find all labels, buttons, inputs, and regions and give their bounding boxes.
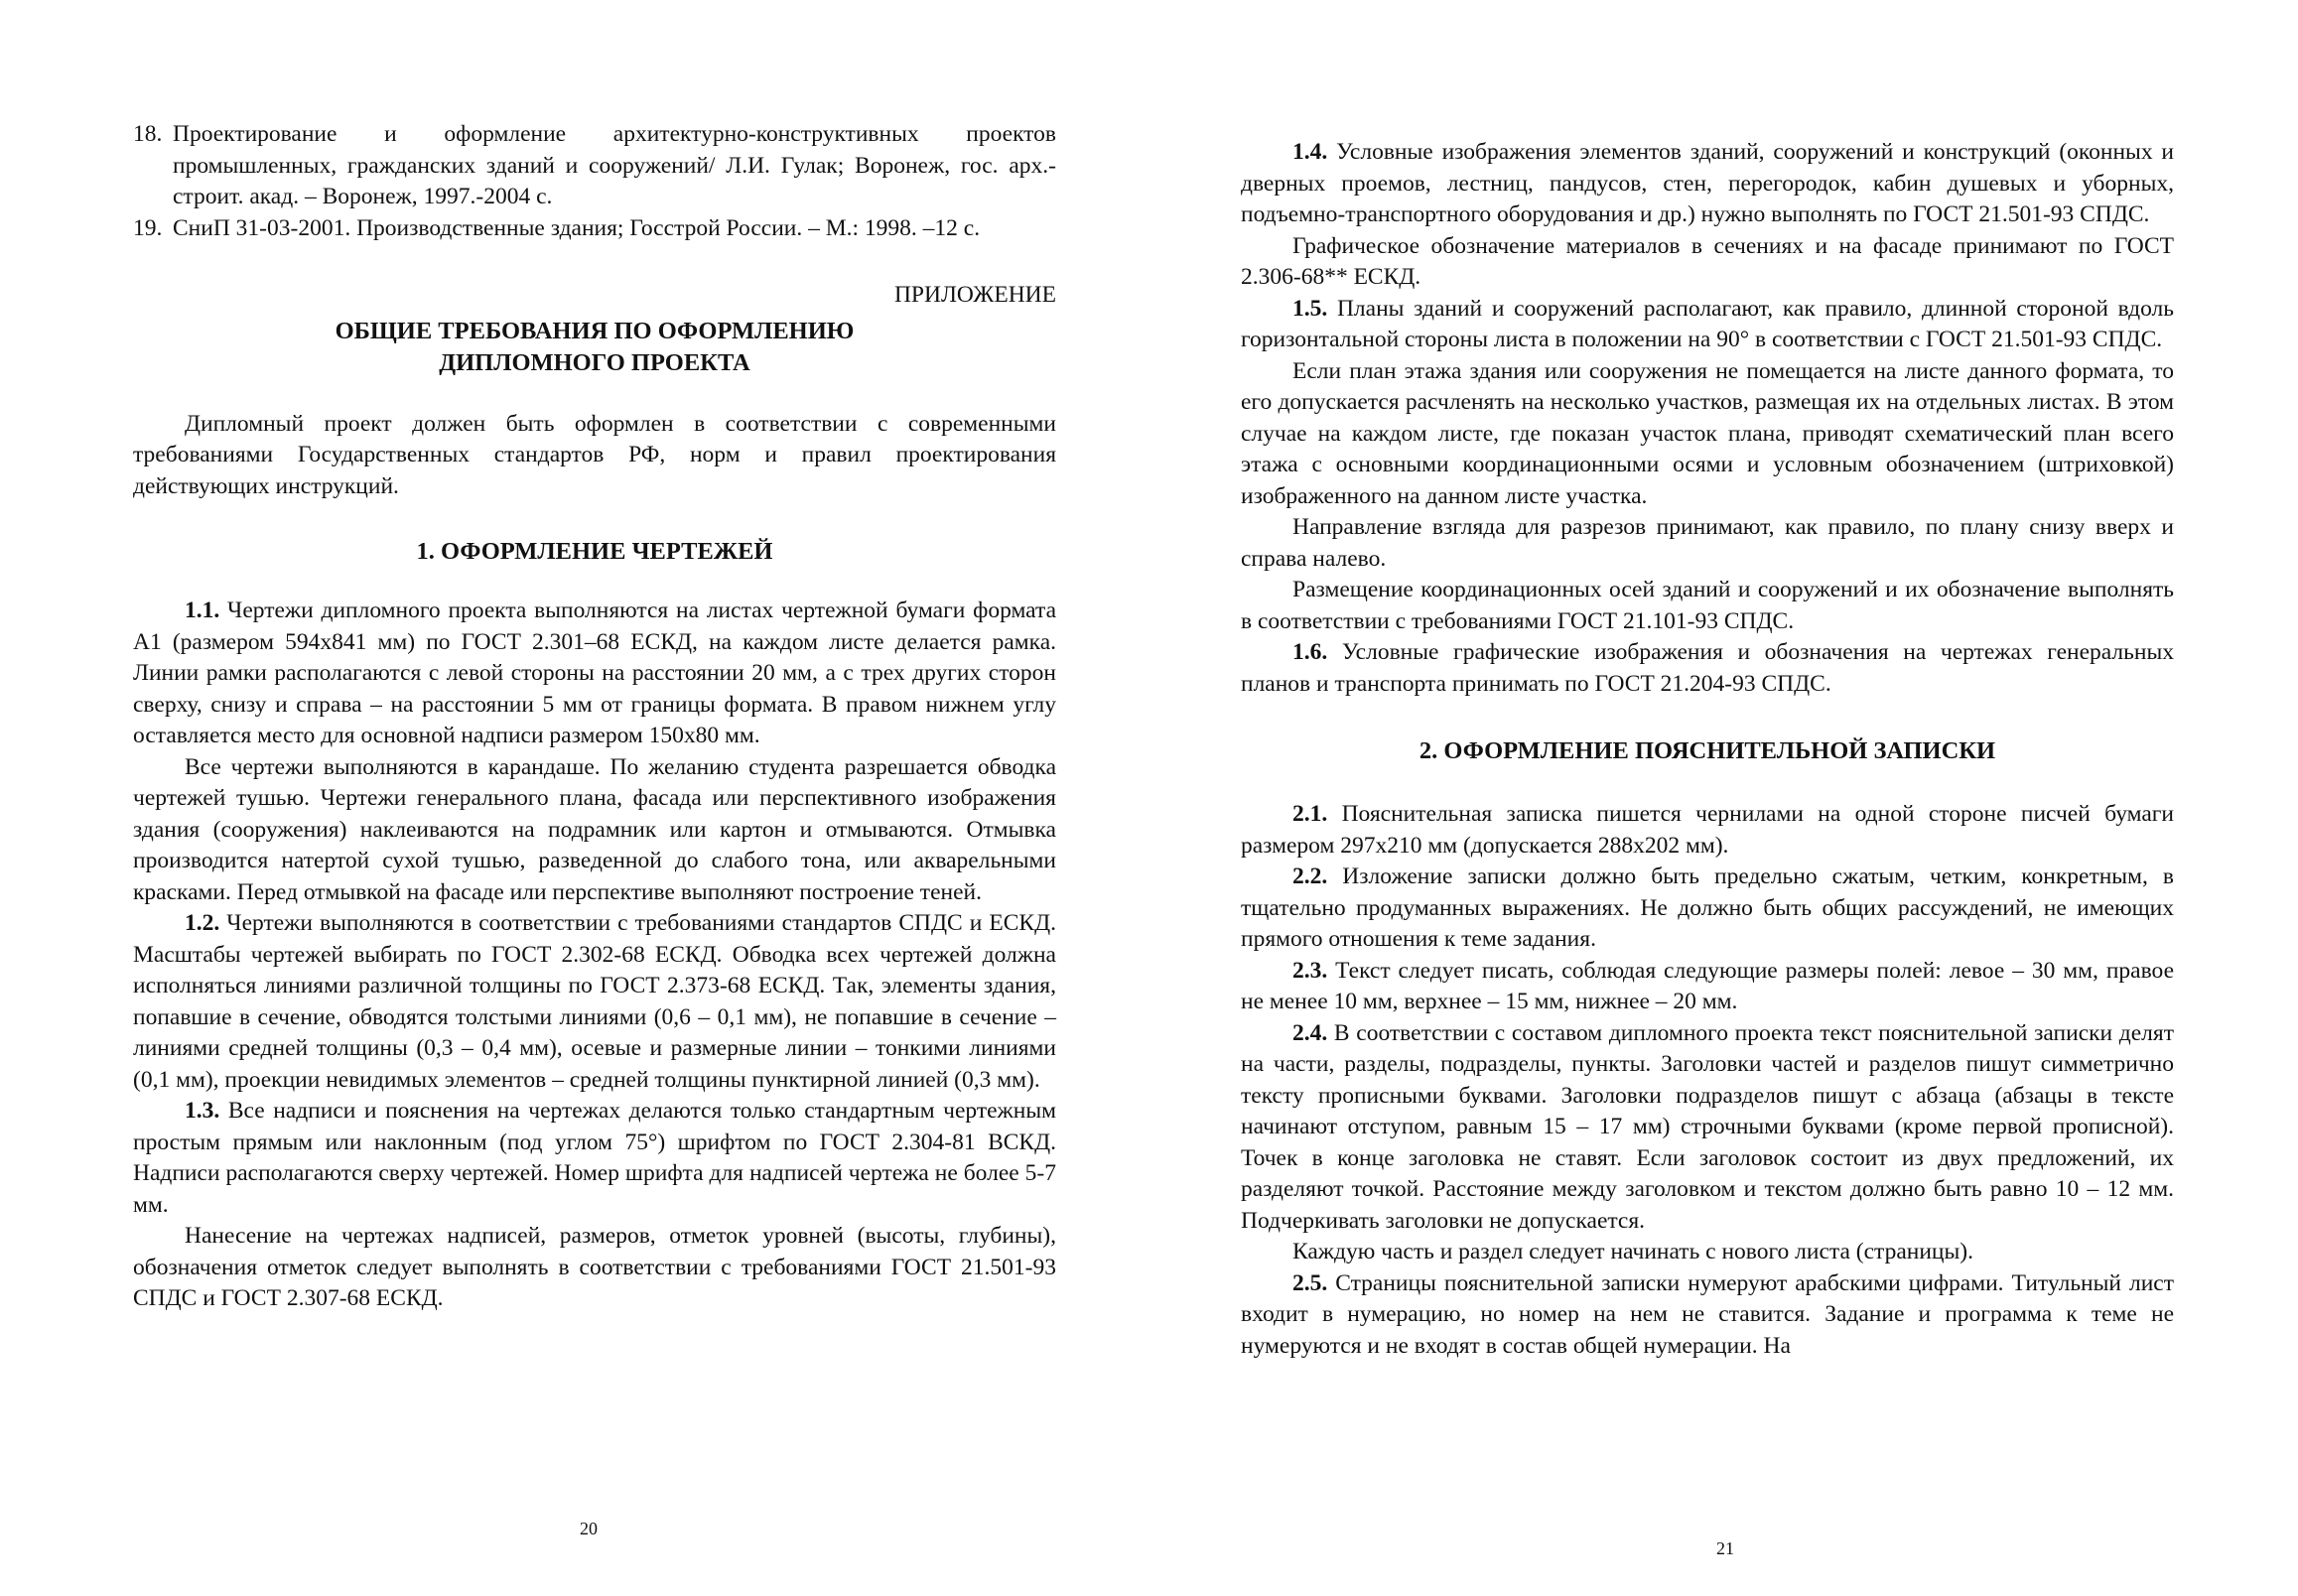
paragraph-text: Чертежи выполняются в соответствии с требованиями стандартов СПДС и ЕСКД. Масштабы чертежей выбирать по ГОСТ 2.302-68 ЕСКД. Обводка всех чертежей должна исполняться линиями различной толщины по ГОСТ 2.373-68 ЕСКД. Так, элементы здания, попавшие в сечение, обводятся толстыми линиями (0,6 – 0,1 мм), не попавшие в сечение – линиями средней толщины (0,3 – 0,4 мм), осевые и размерные линии – тонкими линиями (0,1 мм), проекции невидимых элементов – средней толщины пунктирной линией (0,3 мм). bbox=[133, 910, 1056, 1093]
reference-item bbox=[133, 213, 1056, 245]
paragraph bbox=[1241, 512, 2174, 575]
page-number: 21 bbox=[1716, 1538, 1734, 1558]
paragraph-text: Страницы пояснительной записки нумеруют арабскими цифрами. Титульный лист входит в нумерацию, но номер на нем не ставится. Задание и программа к теме не нумеруются и не входят в состав общей нумерации. На bbox=[1241, 1269, 2174, 1359]
paragraph bbox=[1241, 231, 2174, 294]
paragraph-text: Графическое обозначение материалов в сечениях и на фасаде принимают по ГОСТ 2.306-68** ЕСКД. bbox=[1241, 232, 2174, 290]
paragraph bbox=[133, 752, 1056, 909]
appendix-title bbox=[133, 316, 1056, 379]
paragraph-text: Направление взгляда для разрезов принимают, как правило, по плану снизу вверх и справа налево. bbox=[1241, 514, 2174, 572]
paragraph bbox=[1241, 356, 2174, 513]
paragraph-text: Условные изображения элементов зданий, сооружений и конструкций (оконных и дверных проемов, лестниц, пандусов, стен, перегородок, кабин душевых и уборных, подъемно-транспортного оборудования и др.) нужно выполнять по ГОСТ 21.501-93 СПДС. bbox=[1241, 139, 2174, 227]
paragraph-text: Если план этажа здания или сооружения не помещается на листе данного формата, то его допускается расчленять на несколько участков, размещая их на отдельных листах. В этом случае на каждом листе, где показан участок плана, приводят схематический план всего этажа с основными координационными осями и условным обозначением (штриховкой) изображенного на данном листе участка. bbox=[1241, 357, 2174, 509]
paragraph-number: 2.1. bbox=[1292, 801, 1328, 827]
paragraph-text: Планы зданий и сооружений располагают, как правило, длинной стороной вдоль горизонтальной стороны листа в положении на 90° в соответствии с ГОСТ 21.501-93 СПДС. bbox=[1241, 295, 2174, 352]
paragraph-1-2 bbox=[133, 908, 1056, 1096]
paragraph-1-1 bbox=[133, 596, 1056, 752]
paragraph-number: 2.5. bbox=[1292, 1269, 1328, 1296]
paragraph-text: В соответствии с составом дипломного проекта текст пояснительной записки делят на части, разделы, подразделы, пункты. Заголовки частей и разделов пишут симметрично тексту прописными буквами. Заголовки подразделов пишут с абзаца (абзацы в тексте начинают отступом, равным 15 – 17 мм) строчными буквами (кроме первой прописной). Точек в конце заголовка не ставят. Если заголовок состоит из двух предложений, их разделяют точкой. Расстояние между заголовком и текстом должно быть равно 10 – 12 мм. Подчеркивать заголовки не допускается. bbox=[1241, 1019, 2174, 1234]
paragraph-number: 1.1. bbox=[185, 598, 220, 623]
paragraph-text: Пояснительная записка пишется чернилами на одной стороне писчей бумаги размером 297х210 мм (допускается 288х202 мм). bbox=[1241, 801, 2174, 859]
paragraph-1-4 bbox=[1241, 137, 2174, 231]
right-page bbox=[1149, 0, 2298, 1596]
reference-text: СниП 31-03-2001. Производственные здания; Госстрой России. – М.: 1998. –12 с. bbox=[173, 214, 981, 241]
paragraph-2-1 bbox=[1241, 799, 2174, 862]
paragraph-number: 2.2. bbox=[1292, 864, 1328, 889]
paragraph-number: 1.2. bbox=[185, 910, 220, 936]
paragraph-text: Все надписи и пояснения на чертежах делаются только стандартным чертежным простым прямым или наклонным (под углом 75°) шрифтом по ГОСТ 2.304-81 ВСКД. Надписи располагаются сверху чертежей. Номер шрифта для надписей чертежа не более 5-7 мм. bbox=[133, 1098, 1056, 1218]
reference-number: 19. bbox=[133, 214, 163, 241]
page-number: 20 bbox=[580, 1519, 598, 1538]
paragraph-number: 2.4. bbox=[1292, 1019, 1328, 1046]
paragraph-text: Каждую часть и раздел следует начинать с нового листа (страницы). bbox=[1292, 1239, 1973, 1264]
left-column bbox=[133, 119, 1056, 1315]
paragraph-number: 1.6. bbox=[1292, 639, 1328, 665]
reference-number: 18. bbox=[133, 121, 163, 147]
paragraph bbox=[133, 1221, 1056, 1315]
reference-text: Проектирование и оформление архитектурно-конструктивных проектов промышленных, гражданских зданий и сооружений/ Л.И. Гулак; Воронеж, гос. арх.-строит. акад. – Воронеж, 1997.-2004 с. bbox=[173, 121, 1056, 209]
right-column bbox=[1241, 137, 2174, 1362]
paragraph-number: 2.3. bbox=[1292, 957, 1328, 984]
paragraph-text: Текст следует писать, соблюдая следующие размеры полей: левое – 30 мм, правое не менее 10 мм, верхнее – 15 мм, нижнее – 20 мм. bbox=[1241, 957, 2174, 1014]
paragraph-text: Все чертежи выполняются в карандаше. По желанию студента разрешается обводка чертежей тушью. Чертежи генерального плана, фасада или перспективного изображения здания (сооружения) наклеиваются на подрамник или картон и отмываются. Отмывка производится натертой сухой тушью, разведенной до слабого тона, или акварельными красками. Перед отмывкой на фасаде или перспективе выполняют построение теней. bbox=[133, 753, 1056, 905]
paragraph bbox=[1241, 575, 2174, 637]
paragraph-text: Размещение координационных осей зданий и сооружений и их обозначение выполнять в соответствии с требованиями ГОСТ 21.101-93 СПДС. bbox=[1241, 577, 2174, 634]
paragraph-text: Изложение записки должно быть предельно сжатым, четким, конкретным, в тщательно продуманных выражениях. Не должно быть общих рассуждений, не имеющих прямого отношения к теме задания. bbox=[1241, 864, 2174, 952]
paragraph-1-6 bbox=[1241, 637, 2174, 700]
reference-item bbox=[133, 119, 1056, 213]
paragraph-number: 1.5. bbox=[1292, 295, 1328, 322]
paragraph-text: Условные графические изображения и обозначения на чертежах генеральных планов и транспорта принимать по ГОСТ 21.204-93 СПДС. bbox=[1241, 639, 2174, 697]
paragraph-2-3 bbox=[1241, 956, 2174, 1018]
paragraph-text: Нанесение на чертежах надписей, размеров, отметок уровней (высоты, глубины), обозначения отметок следует выполнять в соответствии с требованиями ГОСТ 21.501-93 СПДС и ГОСТ 2.307-68 ЕСКД. bbox=[133, 1223, 1056, 1311]
intro-paragraph: Дипломный проект должен быть оформлен в соответствии с современными требованиями Государственных стандартов РФ, норм и правил проектирования действующих инструкций. bbox=[133, 410, 1056, 499]
paragraph-2-4 bbox=[1241, 1018, 2174, 1238]
paragraph-1-5 bbox=[1241, 294, 2174, 356]
section-2-heading: 2. ОФОРМЛЕНИЕ ПОЯСНИТЕЛЬНОЙ ЗАПИСКИ bbox=[1419, 737, 1996, 764]
paragraph-number: 1.4. bbox=[1292, 139, 1328, 165]
section-1-heading: 1. ОФОРМЛЕНИЕ ЧЕРТЕЖЕЙ bbox=[416, 538, 773, 565]
paragraph-number: 1.3. bbox=[185, 1098, 220, 1124]
paragraph-text: Чертежи дипломного проекта выполняются на листах чертежной бумаги формата А1 (размером 594х841 мм) по ГОСТ 2.301–68 ЕСКД, на каждом листе делается рамка. Линии рамки располагаются с левой стороны на расстоянии 20 мм, а с трех других сторон сверху, снизу и справа – на расстоянии 5 мм от границы формата. В правом нижнем углу оставляется место для основной надписи размером 150х80 мм. bbox=[133, 598, 1056, 748]
appendix-label: ПРИЛОЖЕНИЕ bbox=[893, 282, 1056, 308]
paragraph bbox=[1241, 1237, 2174, 1268]
appendix-title-line-1: ОБЩИЕ ТРЕБОВАНИЯ ПО ОФОРМЛЕНИЮ bbox=[335, 317, 855, 344]
paragraph-1-3 bbox=[133, 1096, 1056, 1221]
paragraph-2-5 bbox=[1241, 1268, 2174, 1363]
appendix-title-line-2: ДИПЛОМНОГО ПРОЕКТА bbox=[439, 348, 750, 376]
paragraph-2-2 bbox=[1241, 862, 2174, 956]
